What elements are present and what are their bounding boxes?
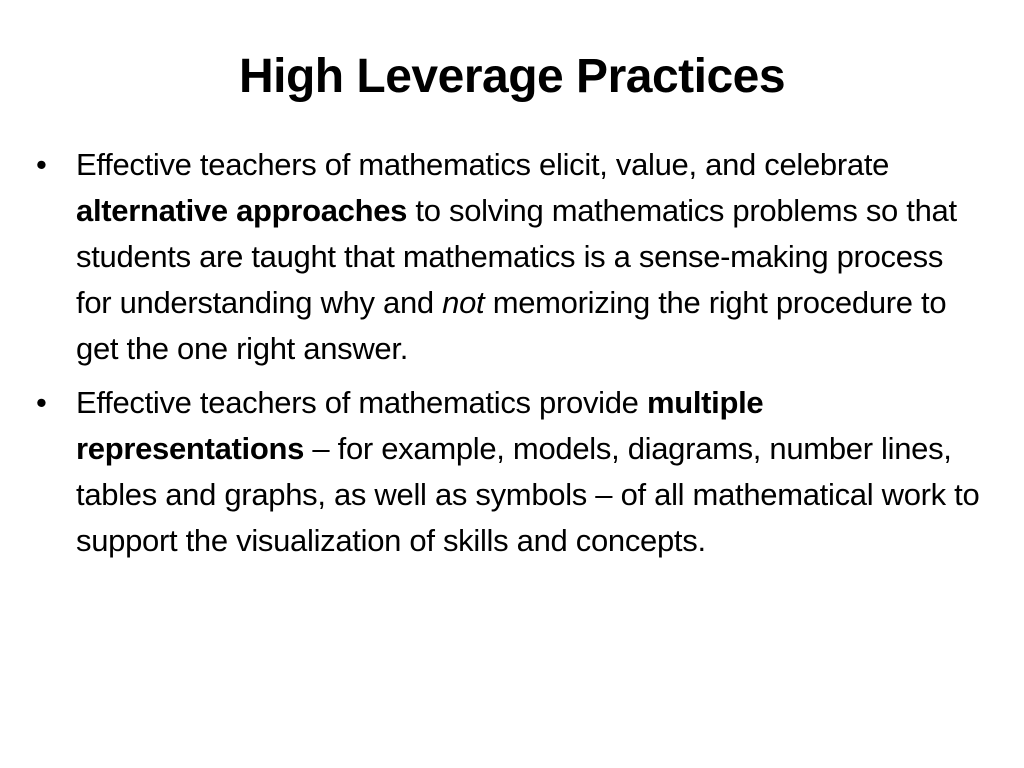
bullet-emphasis-italic: not (442, 285, 485, 320)
bullet-item-alternative-approaches (32, 142, 982, 372)
bullet-item-multiple-representations (32, 380, 982, 564)
bullet-emphasis-bold: multiple representations (76, 385, 764, 466)
bullet-text: to solving mathematics problems so that students are taught that mathematics is a sense-making process for understanding why and (76, 193, 957, 320)
bullet-text: memorizing the right procedure to get the one right answer. (76, 285, 947, 366)
bullet-list (32, 142, 982, 572)
bullet-emphasis-bold: alternative approaches (76, 193, 408, 228)
slide-title: High Leverage Practices (238, 50, 786, 103)
bullet-text: Effective teachers of mathematics provide (76, 385, 647, 420)
bullet-marker: • (36, 385, 47, 420)
bullet-marker: • (36, 147, 47, 182)
bullet-text: – for example, models, diagrams, number lines, tables and graphs, as well as symbols – of all mathematical work to support the visualization of skills and concepts. (76, 431, 980, 558)
bullet-text: Effective teachers of mathematics elicit, value, and celebrate (76, 147, 890, 182)
